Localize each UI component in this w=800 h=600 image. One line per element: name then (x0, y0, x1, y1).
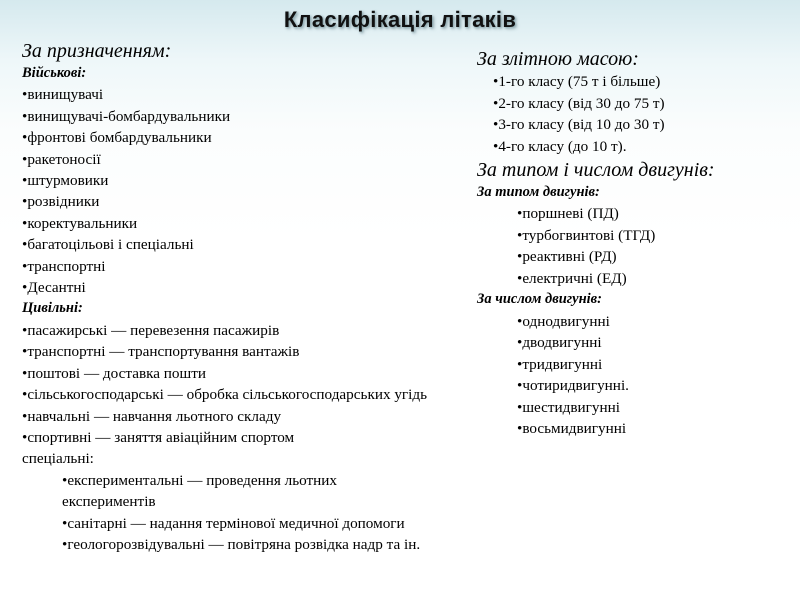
engine-heading: За типом і числом двигунів: (477, 159, 715, 181)
list-item: •коректувальники (22, 214, 138, 232)
list-item: •шестидвигунні (517, 398, 620, 416)
list-item: •електричні (ЕД) (517, 269, 627, 287)
list-item: •2-го класу (від 30 до 75 т) (493, 94, 665, 112)
list-item: •штурмовики (22, 172, 109, 190)
list-item: •1-го класу (75 т і більше) (493, 73, 661, 90)
special-label: спеціальні: (22, 450, 94, 468)
list-item: •розвідники (22, 193, 100, 211)
list-item: •реактивні (РД) (517, 248, 617, 266)
civil-label: Цивільні: (22, 300, 83, 317)
list-item: •тридвигунні (517, 355, 603, 373)
mass-engine-column (477, 48, 797, 440)
list-item: •турбогвинтові (ТГД) (517, 226, 656, 244)
engine-type-label: За типом двигунів: (477, 184, 600, 200)
list-item: •сільськогосподарські — обробка сільськогосподарських угідь (22, 386, 428, 404)
list-item: •4-го класу (до 10 т). (493, 137, 627, 155)
military-label: Військові: (22, 65, 87, 81)
list-item: •винищувачі (22, 86, 104, 104)
list-item: •ракетоносії (22, 150, 101, 168)
list-item: •транспортні (22, 257, 106, 275)
list-item: •винищувачі-бомбардувальники (22, 107, 231, 125)
list-item: •навчальні — навчання льотного складу (22, 407, 282, 425)
purpose-heading: За призначенням: (22, 40, 172, 62)
list-item: •фронтові бомбардувальники (22, 129, 212, 147)
page-title: Класифікація літаків (283, 7, 517, 32)
list-item: •дводвигунні (517, 334, 602, 352)
list-item: •поршневі (ПД) (517, 205, 619, 223)
list-item: •3-го класу (від 10 до 30 т) (493, 116, 665, 133)
list-item: •Десантні (22, 279, 86, 297)
purpose-column (22, 40, 482, 555)
list-item: •геологорозвідувальні — повітряна розвідка надр та ін. (62, 535, 421, 553)
engine-count-label: За числом двигунів: (477, 291, 602, 308)
list-item: •спортивні — заняття авіаційним спортом (22, 428, 295, 446)
list-item: •восьмидвигунні (517, 420, 627, 438)
list-item: •однодвигунні (517, 312, 610, 330)
list-item: •поштові — доставка пошти (22, 364, 206, 382)
list-item: •транспортні — транспортування вантажів (22, 343, 300, 361)
list-item: •експериментальні — проведення льотних експериментів (62, 471, 338, 511)
list-item: •санітарні — надання термінової медичної допомоги (62, 514, 405, 532)
list-item: •пасажирські — перевезення пасажирів (22, 321, 280, 339)
mass-heading: За злітною масою: (477, 48, 639, 70)
list-item: •багатоцільові і спеціальні (22, 236, 194, 254)
list-item: •чотиридвигунні. (517, 377, 629, 395)
